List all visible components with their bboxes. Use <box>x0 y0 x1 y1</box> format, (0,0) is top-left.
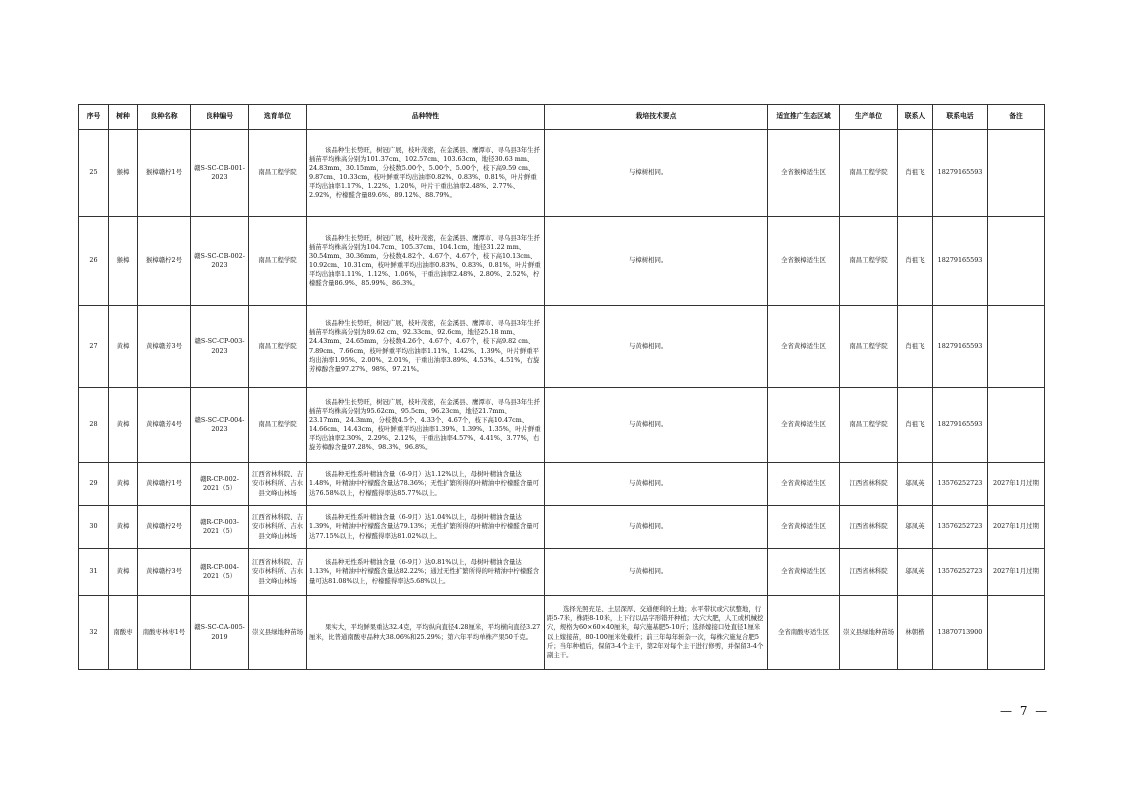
region-cell: 全省猴樟适生区 <box>768 130 840 217</box>
row-number: 25 <box>79 130 109 217</box>
table-row <box>79 549 1045 596</box>
row-number: 29 <box>79 463 109 506</box>
cultivation-cell: 与黄樟相同。 <box>545 506 768 549</box>
region-cell: 全省黄樟适生区 <box>768 463 840 506</box>
contact-cell: 肖祖飞 <box>898 388 933 463</box>
phone-cell: 18279165593 <box>933 388 988 463</box>
table-row <box>79 306 1045 388</box>
traits-cell: 该品种无性系叶精油含量（6-9月）达1.12%以上，母树叶精油含量达1.48%，叶精油中柠檬醛含量达78.36%；无性扩繁所得的叶精油中柠檬醛含量可达76.58%以上，柠檬醛得率达85.77%以上。 <box>307 463 545 506</box>
breeder-cell: 南昌工程学院 <box>249 306 307 388</box>
note-cell <box>988 306 1045 388</box>
variety-name-cell: 黄樟赣芳3号 <box>138 306 191 388</box>
header-cell: 良种编号 <box>191 105 249 130</box>
species-cell: 猴樟 <box>109 217 138 306</box>
traits-cell: 该品种无性系叶精油含量（6-9月）达1.04%以上，母树叶精油含量达1.39%，叶精油中柠檬醛含量达79.13%；无性扩繁所得的叶精油中柠檬醛含量可达77.15%以上，柠檬醛得率达81.02%以上。 <box>307 506 545 549</box>
species-cell: 黄樟 <box>109 549 138 596</box>
header-cell: 树种 <box>109 105 138 130</box>
species-cell: 猴樟 <box>109 130 138 217</box>
variety-code-cell: 赣R-CP-002-2021（5） <box>191 463 249 506</box>
header-cell: 品种特性 <box>307 105 545 130</box>
header-cell: 备注 <box>988 105 1045 130</box>
contact-cell: 邬凤英 <box>898 549 933 596</box>
species-cell: 黄樟 <box>109 388 138 463</box>
contact-cell: 邬凤英 <box>898 463 933 506</box>
traits-cell: 果实大，平均鲜果重达32.4克，平均纵向直径4.28厘米，平均横向直径3.27厘米，比普通南酸枣品种大38.06%和25.29%；第六年平均单株产果50千克。 <box>307 596 545 670</box>
header-cell: 生产单位 <box>840 105 898 130</box>
table-row <box>79 596 1045 670</box>
row-number: 28 <box>79 388 109 463</box>
phone-cell: 13576252723 <box>933 549 988 596</box>
variety-name-cell: 黄樟赣柠3号 <box>138 549 191 596</box>
variety-code-cell: 赣S-SC-CA-005-2019 <box>191 596 249 670</box>
contact-cell: 邬凤英 <box>898 506 933 549</box>
phone-cell: 13576252723 <box>933 463 988 506</box>
region-cell: 全省黄樟适生区 <box>768 506 840 549</box>
breeder-cell: 江西省林科院、吉安市林科所、吉水县文峰山林场 <box>249 549 307 596</box>
variety-code-cell: 赣S-SC-CB-001-2023 <box>191 130 249 217</box>
traits-cell: 该品种无性系叶精油含量（6-9月）达0.81%以上，母树叶精油含量达1.13%，叶精油中柠檬醛含量达82.22%；通过无性扩繁所得的叶精油中柠檬醛含量可达81.08%以上，柠檬醛得率达5.68%以上。 <box>307 549 545 596</box>
note-cell: 2027年1月过期 <box>988 463 1045 506</box>
breeder-cell: 江西省林科院、吉安市林科所、吉水县文峰山林场 <box>249 506 307 549</box>
phone-cell: 13576252723 <box>933 506 988 549</box>
cultivation-cell: 与黄樟相同。 <box>545 388 768 463</box>
breeder-cell: 南昌工程学院 <box>249 130 307 217</box>
header-cell: 联系人 <box>898 105 933 130</box>
header-cell: 联系电话 <box>933 105 988 130</box>
cultivation-cell: 与黄樟相同。 <box>545 463 768 506</box>
producer-cell: 南昌工程学院 <box>840 130 898 217</box>
phone-cell: 18279165593 <box>933 217 988 306</box>
traits-cell: 该品种生长势旺，树冠广展，枝叶茂密，在金溪县、鹰潭市、寻乌县3年生扦插苗平均株高分别为95.62cm、95.5cm、96.23cm，地径21.7mm、23.17mm、24.3mm，分枝数4.5个、4.33个、4.67个，枝下高10.47cm、14.66cm、14.43cm，枝叶鲜重平均出油率1.39%、1.39%、1.35%，叶片鲜重平均出油率2.30%、2.29%、2.12%，干重出油率4.57%、4.41%、3.77%，右旋芳樟醇含量97.28%、98.3%、96.8%。 <box>307 388 545 463</box>
row-number: 31 <box>79 549 109 596</box>
row-number: 27 <box>79 306 109 388</box>
variety-name-cell: 黄樟赣柠1号 <box>138 463 191 506</box>
row-number: 30 <box>79 506 109 549</box>
phone-cell: 18279165593 <box>933 306 988 388</box>
breeder-cell: 南昌工程学院 <box>249 388 307 463</box>
variety-code-cell: 赣R-CP-004-2021（5） <box>191 549 249 596</box>
cultivation-cell: 选择光照充足、土层深厚、交通便利的土地；水平带状或穴状整地，行距5-7米，株距8-10米，上下行以品字形错开种植；大穴大肥，人工或机械挖穴，规格为60×60×40厘米，每穴施基肥5-10斤；选择嫁接口处直径1厘米以上嫁接苗，80-100厘米处截杆；前三年每年斩杂一次，每株穴施复合肥5斤；当年种植后，保留3-4个主干，第2年对每个主干进行修剪，并保留3-4个副主干。 <box>545 596 768 670</box>
variety-name-cell: 猴樟赣柠1号 <box>138 130 191 217</box>
species-cell: 南酸枣 <box>109 596 138 670</box>
phone-cell: 13870713900 <box>933 596 988 670</box>
producer-cell: 崇义县绿地种苗场 <box>840 596 898 670</box>
variety-code-cell: 赣R-CP-003-2021（5） <box>191 506 249 549</box>
species-cell: 黄樟 <box>109 306 138 388</box>
producer-cell: 南昌工程学院 <box>840 306 898 388</box>
producer-cell: 南昌工程学院 <box>840 388 898 463</box>
variety-name-cell: 黄樟赣芳4号 <box>138 388 191 463</box>
header-cell: 序号 <box>79 105 109 130</box>
traits-cell: 该品种生长势旺，树冠广展，枝叶茂密，在金溪县、鹰潭市、寻乌县3年生扦插苗平均株高分别为104.7cm、105.37cm、104.1cm，地径31.22 mm、30.54mm、30.36mm，分枝数4.82个、4.67个、4.67个，枝下高10.13cm、10.92cm、10.31cm，枝叶鲜重平均出油率0.83%、0.83%、0.81%，叶片鲜重平均出油率1.11%、1.12%、1.06%，干重出油率2.48%、2.80%、2.52%，柠檬醛含量86.9%、85.99%、86.3%。 <box>307 217 545 306</box>
note-cell <box>988 596 1045 670</box>
producer-cell: 南昌工程学院 <box>840 217 898 306</box>
species-cell: 黄樟 <box>109 506 138 549</box>
species-cell: 黄樟 <box>109 463 138 506</box>
note-cell: 2027年1月过期 <box>988 506 1045 549</box>
region-cell: 全省黄樟适生区 <box>768 306 840 388</box>
note-cell <box>988 217 1045 306</box>
contact-cell: 肖祖飞 <box>898 306 933 388</box>
variety-code-cell: 赣S-SC-CP-004-2023 <box>191 388 249 463</box>
note-cell <box>988 388 1045 463</box>
breeder-cell: 崇义县绿地种苗场 <box>249 596 307 670</box>
variety-code-cell: 赣S-SC-CP-003-2023 <box>191 306 249 388</box>
table-row <box>79 463 1045 506</box>
region-cell: 全省猴樟适生区 <box>768 217 840 306</box>
table-row <box>79 506 1045 549</box>
region-cell: 全省南酸枣适生区 <box>768 596 840 670</box>
header-cell: 栽培技术要点 <box>545 105 768 130</box>
header-row <box>79 105 1045 130</box>
row-number: 26 <box>79 217 109 306</box>
row-number: 32 <box>79 596 109 670</box>
traits-cell: 该品种生长势旺，树冠广展，枝叶茂密，在金溪县、鹰潭市、寻乌县3年生扦插苗平均株高分别为101.37cm、102.57cm、103.63cm，地径30.63 mm、24.83mm、30.15mm，分枝数5.00个、5.00个、5.00个，枝下高9.59 cm、9.87cm、10.33cm，枝叶鲜重平均出油率0.82%、0.83%、0.81%，叶片鲜重平均出油率1.17%、1.22%、1.20%，叶片干重出油率2.48%、2.77%、2.92%，柠檬醛含量89.6%、89.12%、88.79%。 <box>307 130 545 217</box>
note-cell: 2027年1月过期 <box>988 549 1045 596</box>
contact-cell: 林朝楷 <box>898 596 933 670</box>
page-number: — 7 — <box>1000 704 1050 718</box>
cultivation-cell: 与黄樟相同。 <box>545 549 768 596</box>
header-cell: 适宜推广生态区域 <box>768 105 840 130</box>
variety-name-cell: 南酸枣林枣1号 <box>138 596 191 670</box>
region-cell: 全省黄樟适生区 <box>768 388 840 463</box>
variety-name-cell: 黄樟赣柠2号 <box>138 506 191 549</box>
cultivation-cell: 与樟树相同。 <box>545 130 768 217</box>
producer-cell: 江西省林科院 <box>840 463 898 506</box>
producer-cell: 江西省林科院 <box>840 506 898 549</box>
header-cell: 良种名称 <box>138 105 191 130</box>
cultivation-cell: 与黄樟相同。 <box>545 306 768 388</box>
table-row <box>79 388 1045 463</box>
cultivation-cell: 与樟树相同。 <box>545 217 768 306</box>
note-cell <box>988 130 1045 217</box>
traits-cell: 该品种生长势旺，树冠广展，枝叶茂密，在金溪县、鹰潭市、寻乌县3年生扦插苗平均株高分别为89.62 cm、92.33cm、92.6cm，地径25.18 mm、24.43mm、24.65mm，分枝数4.26个、4.67个、4.67个，枝下高9.82 cm、7.89cm、7.66cm，枝叶鲜重平均出油率1.11%、1.42%、1.39%，叶片鲜重平均出油率1.95%、2.00%、2.01%，干重出油率3.89%、4.53%、4.51%，右旋芳樟醇含量97.27%、98%、97.21%。 <box>307 306 545 388</box>
contact-cell: 肖祖飞 <box>898 217 933 306</box>
table-row <box>79 217 1045 306</box>
breeder-cell: 江西省林科院、吉安市林科所、吉水县文峰山林场 <box>249 463 307 506</box>
region-cell: 全省黄樟适生区 <box>768 549 840 596</box>
seed-variety-table <box>78 104 1045 670</box>
breeder-cell: 南昌工程学院 <box>249 217 307 306</box>
variety-code-cell: 赣S-SC-CB-002-2023 <box>191 217 249 306</box>
header-cell: 选育单位 <box>249 105 307 130</box>
phone-cell: 18279165593 <box>933 130 988 217</box>
producer-cell: 江西省林科院 <box>840 549 898 596</box>
contact-cell: 肖祖飞 <box>898 130 933 217</box>
table-row <box>79 130 1045 217</box>
variety-name-cell: 猴樟赣柠2号 <box>138 217 191 306</box>
